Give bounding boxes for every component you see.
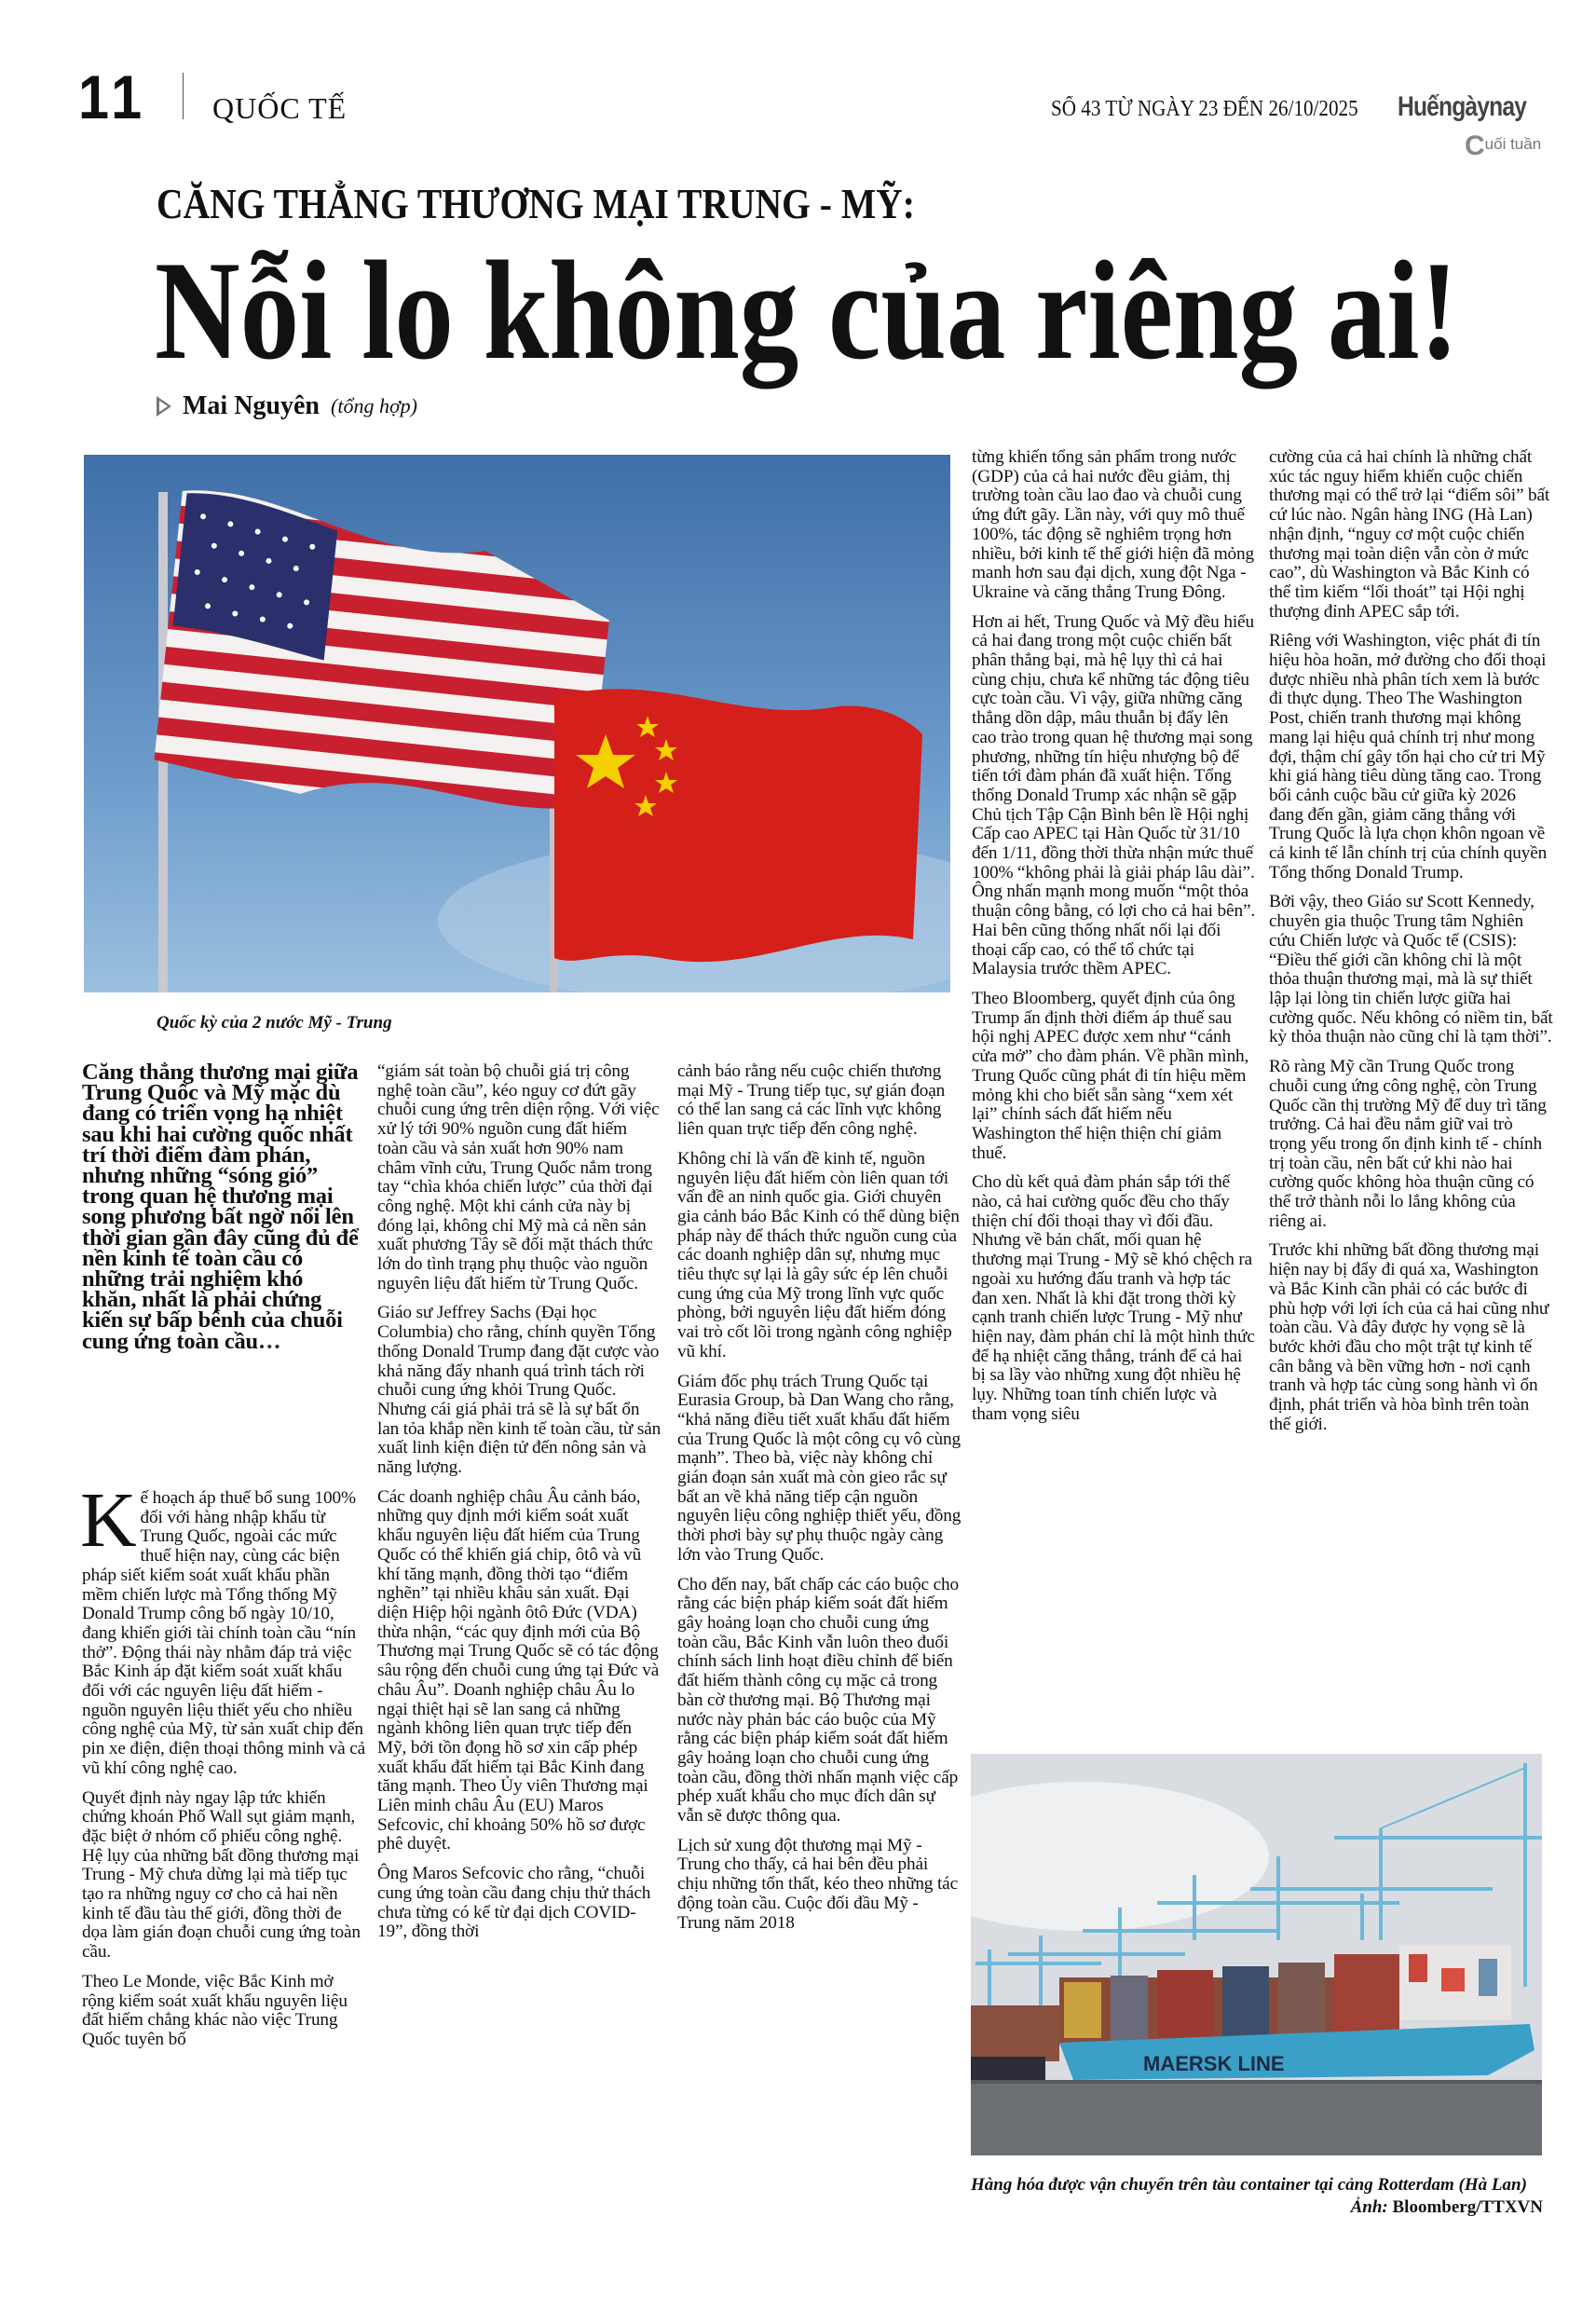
byline xyxy=(157,391,417,421)
article-column-5 xyxy=(1269,448,1553,1444)
paragraph-text: Theo Bloomberg, quyết định của ông Trump ấn định thời điểm áp thuế sau hội nghị APEC được xem như “cánh cửa mở” cho đàm phán. Về phần mình, Trung Quốc cũng phát đi tín hiệu mềm mỏng khi cho biết sẵn sàng “xem xét lại” chính sách đất hiếm nếu Washington thể hiện thiện chí giảm thuế. xyxy=(972,988,1249,1163)
article-paragraph xyxy=(377,1865,662,1942)
credit-source: Bloomberg/TTXVN xyxy=(1392,2197,1543,2217)
article-paragraph xyxy=(677,1373,962,1566)
article-paragraph xyxy=(1269,632,1553,882)
paragraph-text: cường của cả hai chính là những chất xúc tác nguy hiểm khiến cuộc chiến thương mại có thể trở lại “điểm sôi” bất cứ lúc nào. Ngân hàng ING (Hà Lan) nhận định, “nguy cơ một cuộc chiến thương mại toàn diện vẫn còn ở mức cao”, dù Washington và Bắc Kinh có thể tìm kiếm “lối thoát” tại Hội nghị thượng đỉnh APEC sắp tới. xyxy=(1269,447,1550,622)
port-photo-credit xyxy=(1267,2197,1543,2218)
paragraph-text: Trước khi những bất đồng thương mại hiện nay bị đẩy đi quá xa, Washington và Bắc Kinh cần phải có các bước đi phù hợp với lợi ích của cả hai cũng như toàn cầu. Và đây được hy vọng sẽ là bước khởi đầu cho một trật tự kinh tế cân bằng và bền vững hơn - nơi cạnh tranh và hợp tác cùng song hành vì ổn định, phát triển và hòa bình trên toàn thế giới. xyxy=(1269,1240,1549,1434)
article-paragraph xyxy=(972,1173,1256,1424)
paragraph-text: “giám sát toàn bộ chuỗi giá trị công nghệ toàn cầu”, kéo nguy cơ đứt gãy chuỗi cung ứng trên diện rộng. Với việc xử lý tới 90% nguồn cung đất hiếm toàn cầu và sản xuất hơn 90% nam châm vĩnh cửu, Trung Quốc nắm trong tay “chìa khóa chiến lược” của thời đại công nghệ. Một khi cánh cửa này bị đóng lại, không chỉ Mỹ mà cả nền sản xuất phương Tây sẽ đối mặt thách thức lớn do tình trạng phụ thuộc vào nguồn nguyên liệu đất hiếm từ Trung Quốc. xyxy=(377,1061,660,1293)
paragraph-text: Cho dù kết quả đàm phán sắp tới thế nào, cả hai cường quốc đều cho thấy thiện chí đối thoại thay vì đối đầu. Nhưng về bản chất, mối quan hệ thương mại Trung - Mỹ sẽ khó chệch ra ngoài xu hướng đấu tranh và hợp tác đan xen. Nhất là khi đặt trong thời kỳ cạnh tranh chiến lược Trung - Mỹ như hiện nay, đàm phán chỉ là một hình thức để hạ nhiệt căng thẳng, tránh để cả hai bị sa lầy vào những xung đột nhiều hệ lụy. Những toan tính chiến lược và tham vọng siêu xyxy=(972,1172,1255,1424)
flags-photo-caption: Quốc kỳ của 2 nước Mỹ - Trung xyxy=(157,1013,392,1033)
paragraph-text: Không chỉ là vấn đề kinh tế, nguồn nguyên liệu đất hiếm còn liên quan tới vấn đề an ninh quốc gia. Giới chuyên gia cảnh báo Bắc Kinh có thể dùng biện pháp này để thách thức nguồn cung của các doanh nghiệp dân sự, nhưng mục tiêu thực sự lại là gây sức ép lên chuỗi cung ứng của Mỹ trong lĩnh vực quốc phòng, bởi nguyên liệu đất hiếm đóng vai trò cốt lõi trong ngành công nghiệp vũ khí. xyxy=(677,1148,960,1361)
article-column-3 xyxy=(677,1062,962,1943)
article-paragraph xyxy=(677,1837,962,1934)
article-paragraph xyxy=(82,1973,366,2050)
article-paragraph xyxy=(972,448,1256,603)
paragraph-text: ế hoạch áp thuế bổ sung 100% đối với hàng nhập khẩu từ Trung Quốc, ngoài các mức thuế hiện nay, cùng các biện pháp siết kiểm soát xuất khẩu phần mềm chiến lược mà Tổng thống Mỹ Donald Trump công bố ngày 10/10, đang khiến giới tài chính toàn cầu “nín thở”. Động thái này nhằm đáp trả việc Bắc Kinh áp đặt kiểm soát xuất khẩu đối với các nguyên liệu đất hiếm - nguồn nguyên liệu thiết yếu cho nhiều công nghệ của Mỹ, từ sản xuất chip đến pin xe điện, điện thoại thông minh và cả vũ khí công nghệ cao. xyxy=(82,1488,366,1778)
article-paragraph xyxy=(1269,893,1553,1047)
article-paragraph xyxy=(377,1304,662,1477)
flags-photo xyxy=(84,455,950,992)
article-column-1 xyxy=(80,1477,366,2060)
china-flag xyxy=(554,689,922,962)
article-paragraph xyxy=(972,990,1256,1163)
port-photo-caption: Hàng hóa được vận chuyển trên tàu container tại cảng Rotterdam (Hà Lan) xyxy=(971,2175,1527,2195)
drop-cap: K xyxy=(80,1477,137,1564)
article-kicker: CĂNG THẲNG THƯƠNG MẠI TRUNG - MỸ: xyxy=(157,180,915,227)
credit-label: Ảnh: xyxy=(1350,2197,1388,2217)
article-paragraph xyxy=(1269,1058,1553,1231)
article-title: Nỗi lo không của riêng ai! xyxy=(155,232,1459,389)
header-divider xyxy=(183,73,184,119)
paragraph-text: Theo Le Monde, việc Bắc Kinh mở rộng kiểm soát xuất khẩu nguyên liệu đất hiếm chẳng khác nào việc Trung Quốc tuyên bố xyxy=(82,1971,348,2049)
publication-logo-sub xyxy=(1465,130,1541,162)
logo-sub-initial: C xyxy=(1465,130,1485,161)
water xyxy=(971,2080,1542,2155)
article-paragraph xyxy=(82,1789,366,1963)
paragraph-text: từng khiến tổng sản phẩm trong nước (GDP) của cả hai nước đều giảm, thị trường toàn cầu lao đao và chuỗi cung ứng đứt gãy. Lần này, với quy mô thuế 100%, tác động sẽ nghiêm trọng hơn nhiều, bởi kinh tế thế giới hiện đã mỏng manh hơn sau đại dịch, xung đột Nga - Ukraine và căng thẳng Trung Đông. xyxy=(972,447,1255,602)
ship-lettering: MAERSK LINE xyxy=(1143,2052,1285,2075)
section-label: QUỐC TẾ xyxy=(212,91,348,125)
paragraph-text: Giám đốc phụ trách Trung Quốc tại Eurasia Group, bà Dan Wang cho rằng, “khả năng điều tiết xuất khẩu đất hiếm của Trung Quốc là một công cụ vô cùng mạnh”. Theo bà, việc này không chỉ gián đoạn sản xuất mà còn gieo rắc sự bất an về khả năng tiếp cận nguồn nguyên liệu công nghiệp thiết yếu, đồng thời phơi bày sự phụ thuộc ngày càng lớn vào Trung Quốc. xyxy=(677,1371,962,1565)
article-paragraph xyxy=(677,1576,962,1826)
paragraph-text: Quyết định này ngay lập tức khiến chứng khoán Phố Wall sụt giảm mạnh, đặc biệt ở nhóm cổ phiếu công nghệ. Hệ lụy của những bất đồng thương mại Trung - Mỹ chưa dừng lại mà tiếp tục tạo ra những nguy cơ cho cả hai nền kinh tế đầu tàu thế giới, đồng thời đe dọa làm gián đoạn chuỗi cung ứng toàn cầu. xyxy=(82,1787,361,1963)
author-name: Mai Nguyên xyxy=(183,391,320,420)
article-paragraph xyxy=(677,1062,962,1140)
article-paragraph xyxy=(1269,1241,1553,1434)
logo-sub-text: uối tuần xyxy=(1484,135,1542,153)
paragraph-text: Các doanh nghiệp châu Âu cảnh báo, những quy định mới kiểm soát xuất khẩu nguyên liệu đất hiếm của Trung Quốc có thể khiến giá chip, ôtô và vũ khí tăng mạnh, đồng thời tạo “điểm nghẽn” tại nhiều khâu sản xuất. Đại diện Hiệp hội ngành ôtô Đức (VDA) thừa nhận, “các quy định mới của Bộ Thương mại Trung Quốc sẽ có tác động sâu rộng đến chuỗi cung ứng tại Đức và châu Âu”. Doanh nghiệp châu Âu lo ngại thiệt hại sẽ lan sang cả những ngành không liên quan trực tiếp đến Mỹ, bởi tồn đọng hồ sơ xin cấp phép xuất khẩu đất hiếm tại Bắc Kinh đang tăng mạnh. Theo Ủy viên Thương mại Liên minh châu Âu (EU) Maros Sefcovic, chỉ khoảng 50% hồ sơ được phê duyệt. xyxy=(377,1486,660,1854)
byline-triangle-icon xyxy=(157,396,171,417)
paragraph-text: Lịch sử xung đột thương mại Mỹ - Trung cho thấy, cả hai bên đều phải chịu những tổn thất, kéo theo những tác động toàn cầu. Cuộc đối đầu Mỹ - Trung năm 2018 xyxy=(677,1835,958,1933)
article-paragraph xyxy=(377,1062,662,1293)
paragraph-text: Rõ ràng Mỹ cần Trung Quốc trong chuỗi cung ứng công nghệ, còn Trung Quốc cần thị trường Mỹ để duy trì tăng trưởng. Cả hai đều nắm giữ vai trò trọng yếu trong ổn định kinh tế - chính trị toàn cầu, nên bất cứ khi nào hai cường quốc không hòa thuận cũng có thể trở thành nỗi lo lắng không của riêng ai. xyxy=(1269,1057,1547,1231)
publication-logo: Huếngàynay xyxy=(1398,91,1527,122)
paragraph-text: cảnh báo rằng nếu cuộc chiến thương mại Mỹ - Trung tiếp tục, sự gián đoạn có thể lan sang cả các lĩnh vực không liên quan trực tiếp đến công nghệ. xyxy=(677,1061,946,1140)
article-paragraph xyxy=(377,1488,662,1854)
article-paragraph xyxy=(1269,448,1553,622)
article-column-2 xyxy=(377,1062,662,1952)
paragraph-text: Hơn ai hết, Trung Quốc và Mỹ đều hiểu cả hai đang trong một cuộc chiến bất phân thắng bại, mà hệ lụy thì cả hai cùng chịu, chưa kể những tác động tiêu cực toàn cầu. Vì vậy, giữa những căng thẳng dồn dập, mâu thuẫn bị đẩy lên cao trào trong quan hệ thương mại song phương, những tín hiệu nhượng bộ để tiến tới đàm phán đã xuất hiện. Tổng thống Donald Trump xác nhận sẽ gặp Chủ tịch Tập Cận Bình bên lề Hội nghị Cấp cao APEC tại Hàn Quốc từ 31/10 đến 1/11, đồng thời thừa nhận mức thuế 100% “không phải là giải pháp lâu dài”. Ông nhấn mạnh mong muốn “một thỏa thuận công bằng, có lợi cho cả hai bên”. Hai bên cũng thống nhất nối lại đối thoại cấp cao, có thể tổ chức tại Malaysia trước thềm APEC. xyxy=(972,611,1256,979)
author-note: (tổng hợp) xyxy=(331,394,418,417)
article-paragraph xyxy=(80,1477,366,1779)
paragraph-text: Giáo sư Jeffrey Sachs (Đại học Columbia) cho rằng, chính quyền Tổng thống Donald Trump đang đặt cược vào khả năng đẩy nhanh quá trình tách rời chuỗi cung ứng khỏi Trung Quốc. Nhưng cái giá phải trả sẽ là sự bất ổn lan tỏa khắp nền kinh tế toàn cầu, từ sản xuất linh kiện điện tử đến nông sản và năng lượng. xyxy=(377,1303,662,1478)
issue-info: SỐ 43 TỪ NGÀY 23 ĐẾN 26/10/2025 xyxy=(1051,97,1358,121)
article-paragraph xyxy=(677,1150,962,1362)
paragraph-text: Bởi vậy, theo Giáo sư Scott Kennedy, chuyên gia thuộc Trung tâm Nghiên cứu Chiến lược và Quốc tế (CSIS): “Điều thế giới cần không chỉ là một thỏa thuận thương mại, mà là sự thiết lập lại lòng tin chiến lược giữa hai cường quốc. Nếu không có niềm tin, bất kỳ thỏa thuận nào cũng chỉ là tạm thời”. xyxy=(1269,892,1553,1047)
paragraph-text: Riêng với Washington, việc phát đi tín hiệu hòa hoãn, mở đường cho đối thoại được nhiều nhà phân tích xem là bước đi thực dụng. Theo The Washington Post, chiến tranh thương mại không mang lại hiệu quả chính trị như mong đợi, thậm chí gây tổn hại cho cử tri Mỹ khi giá hàng tiêu dùng tăng cao. Trong bối cảnh cuộc bầu cử giữa kỳ 2026 đang đến gần, giảm căng thẳng với Trung Quốc là lựa chọn khôn ngoan về cả kinh tế lẫn chính trị của chính quyền Tổng thống Donald Trump. xyxy=(1269,631,1548,882)
paragraph-text: Cho đến nay, bất chấp các cáo buộc cho rằng các biện pháp kiểm soát đất hiếm gây hoảng loạn cho chuỗi cung ứng toàn cầu, Bắc Kinh vẫn luôn theo đuổi chính sách linh hoạt điều chỉnh để biến đất hiếm thành công cụ mặc cả trong bàn cờ thương mại. Bộ Thương mại nước này phản bác cáo buộc của Mỹ rằng các biện pháp kiểm soát đất hiếm gây hoảng loạn cho chuỗi cung ứng toàn cầu, đồng thời nhấn mạnh việc cấp phép xuất khẩu cho mục đích dân sự vẫn sẽ được thông qua. xyxy=(677,1574,959,1826)
port-photo xyxy=(971,1754,1542,2155)
article-column-4 xyxy=(972,448,1256,1434)
article-lede: Căng thẳng thương mại giữa Trung Quốc và Mỹ mặc dù đang có triển vọng hạ nhiệt sau khi hai cường quốc nhất trí thời điểm đàm phán, nhưng những “sóng gió” trong quan hệ thương mại song phương bất ngờ nổi lên thời gian gần đây cũng đủ để nền kinh tế toàn cầu có những trải nghiệm khó khăn, nhất là phải chứng kiến sự bấp bênh của chuỗi cung ứng toàn cầu… xyxy=(82,1060,359,1354)
paragraph-text: Ông Maros Sefcovic cho rằng, “chuỗi cung ứng toàn cầu đang chịu thử thách chưa từng có kể từ đại dịch COVID-19”, đồng thời xyxy=(377,1864,651,1942)
article-paragraph xyxy=(972,613,1256,979)
page-number: 11 xyxy=(78,62,147,131)
